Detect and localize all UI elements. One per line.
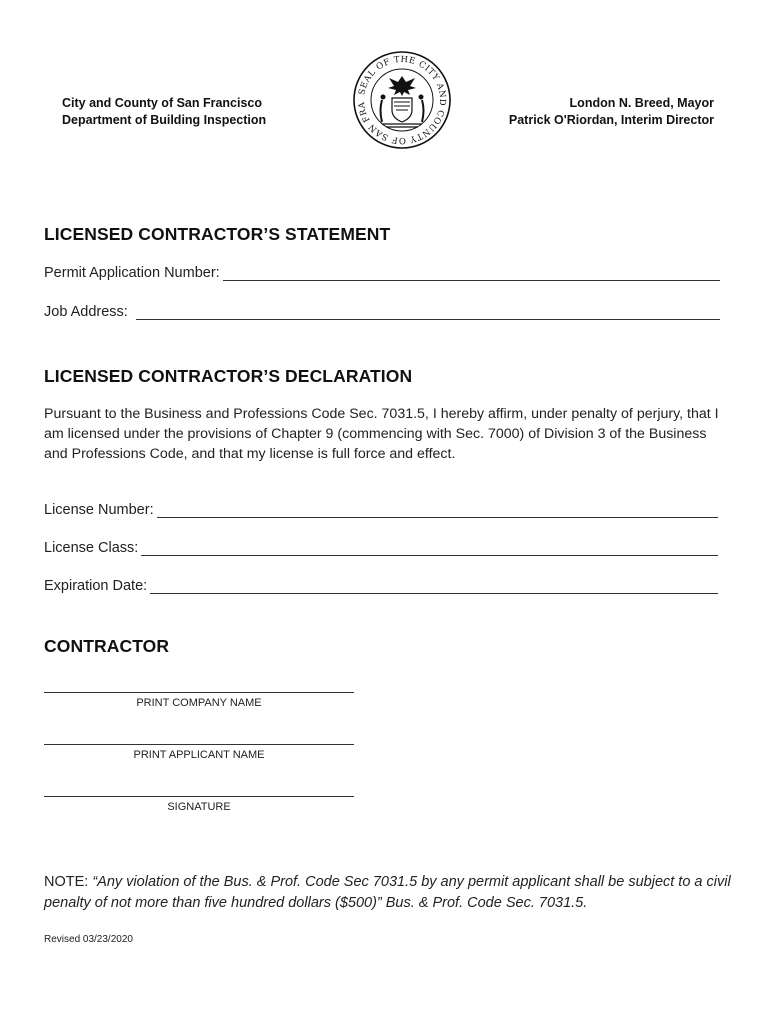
officials-block — [509, 95, 714, 129]
revision-date: Revised 03/23/2020 — [44, 934, 133, 945]
job-address-label: Job Address: — [44, 304, 128, 320]
mayor-name: London N. Breed, Mayor — [569, 96, 714, 110]
expiration-date-field[interactable] — [44, 578, 718, 594]
director-name: Patrick O'Riordan, Interim Director — [508, 113, 714, 127]
job-address-line[interactable] — [136, 306, 720, 320]
signature-caption: SIGNATURE — [167, 801, 231, 813]
permit-number-label: Permit Application Number: — [44, 265, 220, 281]
applicant-name-caption: PRINT APPLICANT NAME — [133, 749, 265, 761]
penalty-note — [44, 872, 734, 913]
company-name-line[interactable] — [44, 692, 354, 693]
city-seal-icon — [352, 48, 452, 152]
declaration-text: Pursuant to the Business and Professions Code Sec. 7031.5, I hereby affirm, under penalty of perjury, that I am licensed under the provisions of Chapter 9 (commencing with Sec. 7000) of Division 3 of the Business and Professions Code, and that my license is full force and effect. — [44, 406, 719, 462]
statement-heading: LICENSED CONTRACTOR’S STATEMENT — [44, 224, 391, 244]
company-name-caption: PRINT COMPANY NAME — [136, 697, 262, 709]
license-class-line[interactable] — [141, 542, 718, 556]
expiration-date-label: Expiration Date: — [44, 578, 148, 594]
agency-city: City and County of San Francisco — [62, 96, 263, 110]
permit-number-field[interactable] — [44, 265, 720, 281]
license-class-field[interactable] — [44, 540, 718, 556]
job-address-field[interactable] — [44, 304, 720, 320]
agency-department: Department of Building Inspection — [62, 113, 267, 127]
declaration-heading: LICENSED CONTRACTOR’S DECLARATION — [44, 366, 413, 386]
note-body: “Any violation of the Bus. & Prof. Code Sec 7031.5 by any permit applicant shall be subject to a civil penalty of not more than five hundred dollars ($500)” Bus. & Prof. Code Sec. 7031.5. — [44, 874, 731, 911]
contractor-heading: CONTRACTOR — [44, 636, 170, 656]
license-number-label: License Number: — [44, 502, 154, 518]
license-number-line[interactable] — [157, 504, 718, 518]
agency-block — [62, 95, 266, 129]
applicant-name-line[interactable] — [44, 744, 354, 745]
note-prefix: NOTE: — [44, 874, 93, 890]
expiration-date-line[interactable] — [150, 580, 718, 594]
signature-line[interactable] — [44, 796, 354, 797]
seal-text: SEAL OF THE CITY AND COUNTY OF SAN FRA — [356, 54, 448, 146]
license-class-label: License Class: — [44, 540, 139, 556]
license-number-field[interactable] — [44, 502, 718, 518]
permit-number-line[interactable] — [223, 267, 720, 281]
